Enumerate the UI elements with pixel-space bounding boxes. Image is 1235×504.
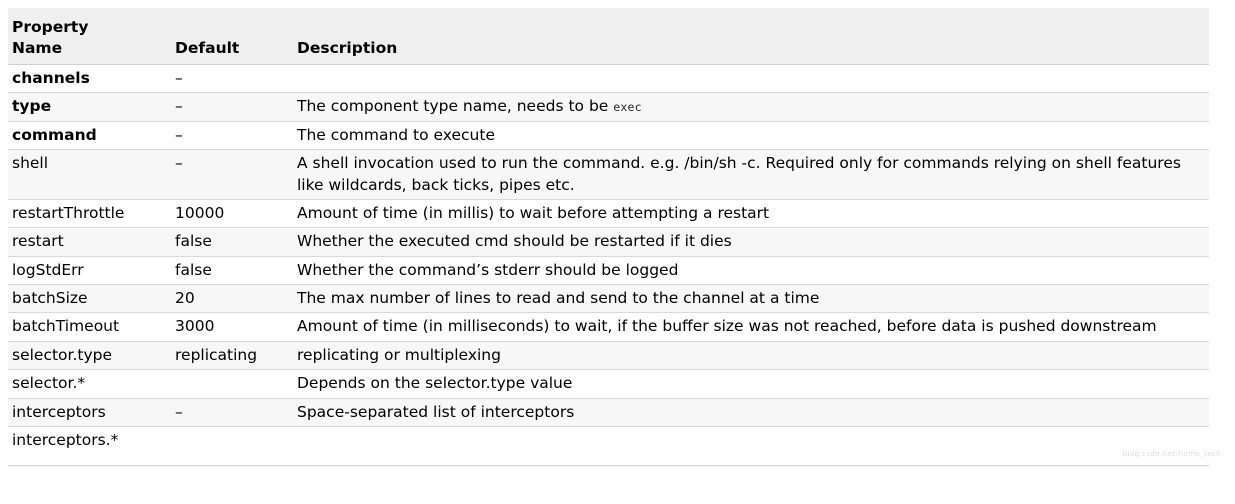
description-text: The component type name, needs to be: [297, 97, 609, 116]
cell-default-value: 20: [171, 285, 293, 313]
description-code-literal: exec: [613, 100, 642, 115]
cell-default-value: –: [171, 398, 293, 426]
cell-property-name: channels: [8, 65, 171, 93]
cell-description: [293, 341, 1209, 369]
cell-default-value: replicating: [171, 341, 293, 369]
column-header-description: Description: [293, 8, 1209, 65]
table-header: [8, 8, 1209, 65]
cell-description: [293, 256, 1209, 284]
cell-description: [293, 426, 1209, 454]
cell-default-value: –: [171, 93, 293, 121]
table-row: [8, 398, 1209, 426]
cell-default-value: false: [171, 228, 293, 256]
cell-property-name: command: [8, 121, 171, 149]
table-row: [8, 93, 1209, 121]
table-bottom-rule: [8, 465, 1209, 466]
table-row: [8, 65, 1209, 93]
table-row: [8, 370, 1209, 398]
cell-default-value: 3000: [171, 313, 293, 341]
cell-description: [293, 370, 1209, 398]
cell-description: [293, 65, 1209, 93]
description-text: The max number of lines to read and send to the channel at a time: [297, 289, 820, 307]
column-header-default: Default: [171, 8, 293, 65]
description-text: Whether the command’s stderr should be logged: [297, 260, 679, 279]
table-row: [8, 285, 1209, 313]
cell-default-value: [171, 370, 293, 398]
cell-default-value: –: [171, 150, 293, 200]
description-text: Whether the executed cmd should be restarted if it dies: [297, 232, 732, 251]
properties-table: [8, 8, 1209, 454]
cell-description: [293, 285, 1209, 313]
cell-property-name: selector.*: [8, 370, 171, 398]
table-row: [8, 426, 1209, 454]
table-row: [8, 256, 1209, 284]
cell-property-name: shell: [8, 150, 171, 200]
table-row: [8, 121, 1209, 149]
cell-property-name: type: [8, 93, 171, 121]
description-text: A shell invocation used to run the command. e.g. /bin/sh -c. Required only for commands relying on shell features like wildcards, back ticks, pipes etc.: [297, 154, 1181, 194]
description-text: The command to execute: [297, 125, 495, 144]
cell-default-value: –: [171, 121, 293, 149]
cell-description: [293, 228, 1209, 256]
cell-property-name: interceptors: [8, 398, 171, 426]
cell-description: [293, 313, 1209, 341]
document-page: [0, 8, 1235, 504]
cell-property-name: selector.type: [8, 341, 171, 369]
table-row: [8, 228, 1209, 256]
cell-description: [293, 150, 1209, 200]
cell-description: [293, 199, 1209, 227]
description-text: Space-separated list of interceptors: [297, 402, 575, 421]
cell-default-value: –: [171, 65, 293, 93]
table-row: [8, 150, 1209, 200]
cell-default-value: 10000: [171, 199, 293, 227]
table-body: [8, 65, 1209, 455]
column-header-property-name-line2: Name: [12, 39, 63, 58]
cell-property-name: interceptors.*: [8, 426, 171, 454]
description-text: Amount of time (in milliseconds) to wait, if the buffer size was not reached, before data is pushed downstream: [297, 317, 1157, 336]
cell-property-name: logStdErr: [8, 256, 171, 284]
description-text: Amount of time (in millis) to wait before attempting a restart: [297, 203, 770, 222]
table-row: [8, 313, 1209, 341]
cell-property-name: batchSize: [8, 285, 171, 313]
table-row: [8, 341, 1209, 369]
cell-property-name: restart: [8, 228, 171, 256]
description-text: Depends on the selector.type value: [297, 374, 573, 393]
watermark-text: blog.csdn.net/flume_tech: [1122, 450, 1221, 458]
table-row: [8, 199, 1209, 227]
cell-default-value: false: [171, 256, 293, 284]
description-text: replicating or multiplexing: [297, 345, 501, 364]
cell-description: [293, 398, 1209, 426]
cell-description: [293, 121, 1209, 149]
cell-default-value: [171, 426, 293, 454]
cell-property-name: restartThrottle: [8, 199, 171, 227]
cell-description: [293, 93, 1209, 121]
column-header-property-name-line1: Property: [12, 18, 89, 37]
cell-property-name: batchTimeout: [8, 313, 171, 341]
column-header-property-name: [8, 8, 171, 65]
